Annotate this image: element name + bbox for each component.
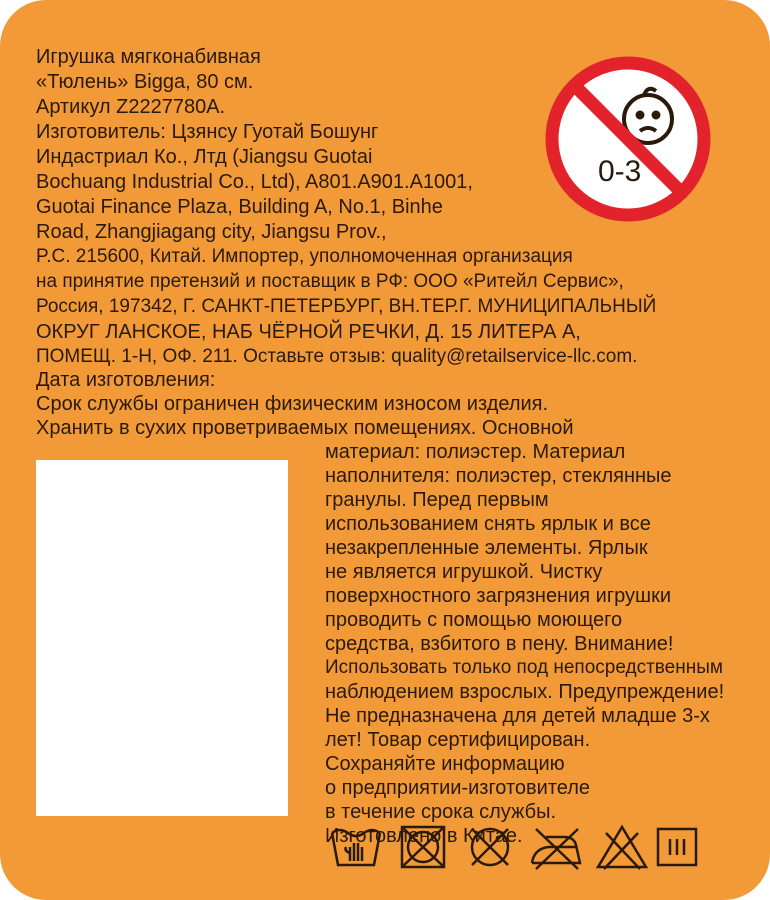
do-not-dry-clean-icon (462, 823, 518, 871)
label-line: материал: полиэстер. Материал (325, 441, 626, 463)
label-line: Изготовлено в Китае. (325, 825, 523, 847)
label-line: ОКРУГ ЛАНСКОЕ, НАБ ЧЁРНОЙ РЕЧКИ, Д. 15 ЛИТЕРА А, (36, 321, 581, 343)
label-line: использованием снять ярлык и все (325, 513, 651, 535)
label-line: на принятие претензий и поставщик в РФ: ООО «Ритейл Сервис», (36, 271, 624, 292)
label-line: Road, Zhangjiagang city, Jiangsu Prov., (36, 221, 387, 243)
label-line: в течение срока службы. (325, 801, 557, 823)
dry-flat-icon (654, 823, 710, 871)
label-line: «Тюлень» Bigga, 80 см. (36, 71, 254, 93)
do-not-bleach-icon (594, 823, 650, 871)
label-line: ПОМЕЩ. 1-Н, ОФ. 211. Оставьте отзыв: quality@retailservice-llc.com. (36, 346, 638, 367)
label-line: средства, взбитого в пену. Внимание! (325, 633, 674, 655)
label-line: не является игрушкой. Чистку (325, 561, 603, 583)
label-line: Не предназначена для детей младше 3-х (325, 705, 710, 727)
label-line: проводить с помощью моющего (325, 609, 623, 631)
label-line: Guotai Finance Plaza, Building A, No.1, Binhe (36, 196, 443, 218)
label-line: P.C. 215600, Китай. Импортер, уполномоченная организация (36, 246, 573, 267)
label-line: поверхностного загрязнения игрушки (325, 585, 671, 607)
label-line: наполнителя: полиэстер, стеклянные (325, 465, 672, 487)
label-line: Bochuang Industrial Co., Ltd), A801.A901.A1001, (36, 171, 473, 193)
age-range-text: 0-3 (598, 155, 642, 188)
label-line: Хранить в сухих проветриваемых помещениях. Основной (36, 417, 574, 439)
label-line: Использовать только под непосредственным (325, 657, 723, 678)
label-line: Игрушка мягконабивная (36, 46, 261, 68)
no-children-0-3-icon (544, 55, 712, 223)
label-line: незакрепленные элементы. Ярлык (325, 537, 648, 559)
do-not-tumble-dry-icon (396, 823, 452, 871)
label-line: Артикул Z2227780A. (36, 96, 226, 118)
do-not-iron-icon (528, 823, 584, 871)
label-line: Срок службы ограничен физическим износом изделия. (36, 393, 549, 415)
label-line: Сохраняйте информацию (325, 753, 565, 775)
hand-wash-icon (328, 823, 384, 871)
label-line: лет! Товар сертифицирован. (325, 729, 591, 751)
label-line: Индастриал Ко., Лтд (Jiangsu Guotai (36, 146, 373, 168)
label-line: наблюдением взрослых. Предупреждение! (325, 681, 725, 703)
label-line: Россия, 197342, Г. САНКТ-ПЕТЕРБУРГ, ВН.ТЕР.Г. МУНИЦИПАЛЬНЫЙ (36, 296, 657, 317)
label-line: Дата изготовления: (36, 369, 216, 391)
label-line: гранулы. Перед первым (325, 489, 549, 511)
label-line: о предприятии-изготовителе (325, 777, 591, 799)
label-line: Изготовитель: Цзянсу Гуотай Бошунг (36, 121, 379, 143)
blank-sticker-area (36, 460, 288, 816)
